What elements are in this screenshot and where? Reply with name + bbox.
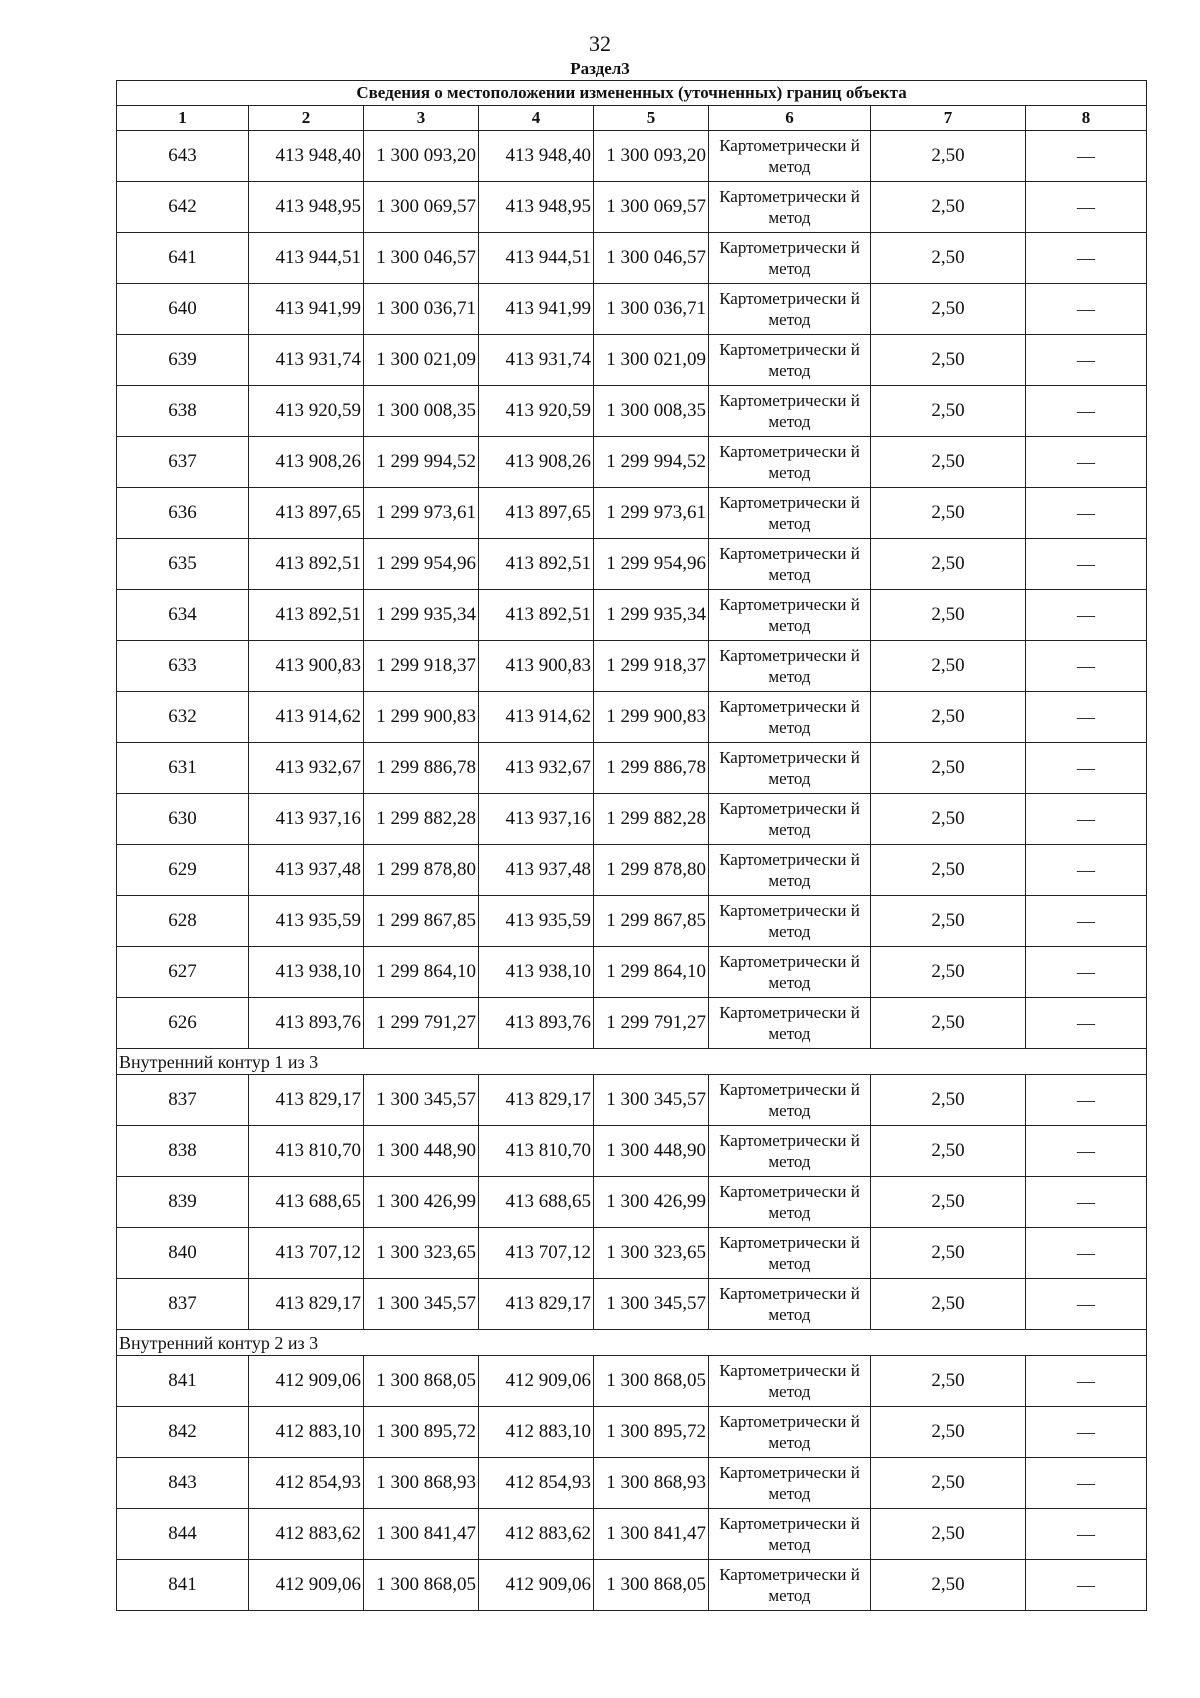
table-cell-col-8: —	[1026, 794, 1147, 845]
table-cell-col-5: 1 299 935,34	[594, 590, 709, 641]
table-row	[117, 590, 1147, 641]
table-cell-col-2: 413 935,59	[249, 896, 364, 947]
table-cell-col-8: —	[1026, 1279, 1147, 1330]
table-cell-col-4: 413 892,51	[479, 539, 594, 590]
table-row	[117, 335, 1147, 386]
table-row	[117, 539, 1147, 590]
table-cell-col-7: 2,50	[871, 1356, 1026, 1407]
table-cell-col-8: —	[1026, 1126, 1147, 1177]
table-cell-col-3: 1 299 864,10	[364, 947, 479, 998]
table-cell-col-6: Картометрически й метод	[709, 1509, 871, 1560]
table-cell-col-3: 1 300 345,57	[364, 1075, 479, 1126]
table-cell-col-7: 2,50	[871, 692, 1026, 743]
table-cell-col-3: 1 300 868,93	[364, 1458, 479, 1509]
table-cell-col-8: —	[1026, 488, 1147, 539]
table-cell-col-4: 413 707,12	[479, 1228, 594, 1279]
table-cell-col-8: —	[1026, 1356, 1147, 1407]
table-cell-col-7: 2,50	[871, 845, 1026, 896]
table-row	[117, 233, 1147, 284]
contour-label-row	[117, 1049, 1147, 1075]
table-cell-col-7: 2,50	[871, 437, 1026, 488]
table-cell-col-1: 631	[117, 743, 249, 794]
table-cell-col-3: 1 299 878,80	[364, 845, 479, 896]
table-cell-col-4: 413 914,62	[479, 692, 594, 743]
table-cell-col-1: 630	[117, 794, 249, 845]
table-cell-col-3: 1 300 036,71	[364, 284, 479, 335]
table-cell-col-6: Картометрически й метод	[709, 1075, 871, 1126]
table-cell-col-7: 2,50	[871, 590, 1026, 641]
table-cell-col-5: 1 299 878,80	[594, 845, 709, 896]
table-cell-col-6: Картометрически й метод	[709, 1177, 871, 1228]
table-cell-col-3: 1 299 867,85	[364, 896, 479, 947]
table-cell-col-1: 838	[117, 1126, 249, 1177]
table-cell-col-8: —	[1026, 1228, 1147, 1279]
column-number-7: 7	[871, 106, 1026, 131]
table-cell-col-2: 413 948,95	[249, 182, 364, 233]
table-cell-col-7: 2,50	[871, 539, 1026, 590]
table-cell-col-4: 413 937,48	[479, 845, 594, 896]
table-cell-col-7: 2,50	[871, 386, 1026, 437]
table-cell-col-5: 1 299 882,28	[594, 794, 709, 845]
column-number-3: 3	[364, 106, 479, 131]
page-number: 32	[589, 31, 611, 56]
table-cell-col-8: —	[1026, 590, 1147, 641]
table-row	[117, 1509, 1147, 1560]
table-cell-col-4: 413 892,51	[479, 590, 594, 641]
table-cell-col-2: 412 909,06	[249, 1356, 364, 1407]
table-cell-col-8: —	[1026, 896, 1147, 947]
table-cell-col-7: 2,50	[871, 1407, 1026, 1458]
table-cell-col-4: 413 893,76	[479, 998, 594, 1049]
table-row	[117, 1356, 1147, 1407]
table-row	[117, 1075, 1147, 1126]
table-cell-col-2: 413 829,17	[249, 1279, 364, 1330]
table-cell-col-5: 1 300 345,57	[594, 1279, 709, 1330]
table-cell-col-3: 1 300 093,20	[364, 131, 479, 182]
table-cell-col-6: Картометрически й метод	[709, 1279, 871, 1330]
table-cell-col-7: 2,50	[871, 1126, 1026, 1177]
table-cell-col-6: Картометрически й метод	[709, 182, 871, 233]
table-cell-col-6: Картометрически й метод	[709, 590, 871, 641]
table-cell-col-3: 1 300 021,09	[364, 335, 479, 386]
table-cell-col-3: 1 300 868,05	[364, 1356, 479, 1407]
table-cell-col-6: Картометрически й метод	[709, 386, 871, 437]
table-body	[117, 131, 1147, 1611]
section-title: Раздел3	[570, 59, 630, 78]
table-cell-col-3: 1 299 935,34	[364, 590, 479, 641]
table-row	[117, 641, 1147, 692]
table-cell-col-1: 842	[117, 1407, 249, 1458]
table-row	[117, 1228, 1147, 1279]
table-cell-col-6: Картометрически й метод	[709, 947, 871, 998]
contour-label: Внутренний контур 2 из 3	[117, 1330, 1147, 1356]
table-cell-col-6: Картометрически й метод	[709, 641, 871, 692]
table-cell-col-3: 1 299 791,27	[364, 998, 479, 1049]
table-cell-col-6: Картометрически й метод	[709, 335, 871, 386]
table-cell-col-7: 2,50	[871, 1509, 1026, 1560]
table-cell-col-4: 413 829,17	[479, 1279, 594, 1330]
table-row	[117, 131, 1147, 182]
column-number-6: 6	[709, 106, 871, 131]
table-cell-col-1: 642	[117, 182, 249, 233]
table-cell-col-8: —	[1026, 845, 1147, 896]
table-cell-col-3: 1 300 426,99	[364, 1177, 479, 1228]
table-cell-col-6: Картометрически й метод	[709, 284, 871, 335]
table-cell-col-4: 413 920,59	[479, 386, 594, 437]
table-cell-col-1: 643	[117, 131, 249, 182]
table-cell-col-4: 413 688,65	[479, 1177, 594, 1228]
table-cell-col-2: 413 893,76	[249, 998, 364, 1049]
table-cell-col-1: 844	[117, 1509, 249, 1560]
table-cell-col-4: 413 948,95	[479, 182, 594, 233]
table-cell-col-2: 413 948,40	[249, 131, 364, 182]
table-cell-col-6: Картометрически й метод	[709, 845, 871, 896]
table-cell-col-3: 1 299 994,52	[364, 437, 479, 488]
table-cell-col-2: 412 854,93	[249, 1458, 364, 1509]
table-cell-col-6: Картометрически й метод	[709, 1228, 871, 1279]
table-cell-col-6: Картометрически й метод	[709, 1126, 871, 1177]
column-number-2: 2	[249, 106, 364, 131]
table-cell-col-8: —	[1026, 641, 1147, 692]
table-row	[117, 488, 1147, 539]
table-cell-col-5: 1 299 867,85	[594, 896, 709, 947]
table-cell-col-6: Картометрически й метод	[709, 131, 871, 182]
table-cell-col-1: 841	[117, 1560, 249, 1611]
table-cell-col-7: 2,50	[871, 284, 1026, 335]
table-cell-col-2: 413 937,16	[249, 794, 364, 845]
table-cell-col-1: 641	[117, 233, 249, 284]
table-cell-col-5: 1 300 426,99	[594, 1177, 709, 1228]
table-cell-col-2: 413 920,59	[249, 386, 364, 437]
table-cell-col-6: Картометрически й метод	[709, 998, 871, 1049]
table-cell-col-7: 2,50	[871, 1177, 1026, 1228]
table-cell-col-8: —	[1026, 182, 1147, 233]
table-cell-col-1: 640	[117, 284, 249, 335]
table-cell-col-7: 2,50	[871, 743, 1026, 794]
table-cell-col-5: 1 299 791,27	[594, 998, 709, 1049]
table-cell-col-5: 1 300 841,47	[594, 1509, 709, 1560]
table-cell-col-8: —	[1026, 1458, 1147, 1509]
table-cell-col-1: 626	[117, 998, 249, 1049]
table-row	[117, 794, 1147, 845]
table-cell-col-2: 412 909,06	[249, 1560, 364, 1611]
table-cell-col-6: Картометрически й метод	[709, 437, 871, 488]
table-cell-col-6: Картометрически й метод	[709, 1356, 871, 1407]
table-cell-col-1: 841	[117, 1356, 249, 1407]
table-cell-col-3: 1 300 008,35	[364, 386, 479, 437]
table-cell-col-6: Картометрически й метод	[709, 743, 871, 794]
table-cell-col-7: 2,50	[871, 641, 1026, 692]
table-cell-col-5: 1 299 864,10	[594, 947, 709, 998]
table-cell-col-4: 413 937,16	[479, 794, 594, 845]
table-cell-col-3: 1 300 345,57	[364, 1279, 479, 1330]
table-cell-col-5: 1 300 868,93	[594, 1458, 709, 1509]
table-row	[117, 896, 1147, 947]
table-cell-col-4: 412 909,06	[479, 1356, 594, 1407]
table-cell-col-8: —	[1026, 1075, 1147, 1126]
table-row	[117, 1560, 1147, 1611]
table-cell-col-8: —	[1026, 284, 1147, 335]
table-cell-col-4: 413 829,17	[479, 1075, 594, 1126]
table-cell-col-4: 412 883,10	[479, 1407, 594, 1458]
column-number-1: 1	[117, 106, 249, 131]
table-cell-col-4: 413 810,70	[479, 1126, 594, 1177]
table-cell-col-3: 1 300 069,57	[364, 182, 479, 233]
table-row	[117, 692, 1147, 743]
table-cell-col-8: —	[1026, 386, 1147, 437]
table-row	[117, 284, 1147, 335]
table-cell-col-8: —	[1026, 743, 1147, 794]
table-row	[117, 1407, 1147, 1458]
table-cell-col-2: 413 900,83	[249, 641, 364, 692]
table-cell-col-5: 1 300 036,71	[594, 284, 709, 335]
table-row	[117, 1279, 1147, 1330]
table-cell-col-4: 413 900,83	[479, 641, 594, 692]
table-cell-col-5: 1 300 008,35	[594, 386, 709, 437]
contour-label: Внутренний контур 1 из 3	[117, 1049, 1147, 1075]
table-cell-col-3: 1 299 886,78	[364, 743, 479, 794]
table-cell-col-2: 413 908,26	[249, 437, 364, 488]
table-cell-col-7: 2,50	[871, 131, 1026, 182]
table-cell-col-2: 413 914,62	[249, 692, 364, 743]
table-cell-col-4: 412 909,06	[479, 1560, 594, 1611]
table-cell-col-4: 413 908,26	[479, 437, 594, 488]
table-cell-col-3: 1 299 900,83	[364, 692, 479, 743]
table-cell-col-4: 413 931,74	[479, 335, 594, 386]
table-cell-col-1: 840	[117, 1228, 249, 1279]
table-cell-col-5: 1 299 900,83	[594, 692, 709, 743]
table-cell-col-5: 1 300 069,57	[594, 182, 709, 233]
table-cell-col-3: 1 299 882,28	[364, 794, 479, 845]
table-cell-col-7: 2,50	[871, 335, 1026, 386]
table-cell-col-6: Картометрически й метод	[709, 896, 871, 947]
table-cell-col-4: 413 941,99	[479, 284, 594, 335]
table-cell-col-8: —	[1026, 233, 1147, 284]
table-cell-col-4: 412 883,62	[479, 1509, 594, 1560]
table-row	[117, 182, 1147, 233]
table-cell-col-1: 837	[117, 1075, 249, 1126]
table-cell-col-2: 413 707,12	[249, 1228, 364, 1279]
table-cell-col-8: —	[1026, 1560, 1147, 1611]
table-cell-col-1: 633	[117, 641, 249, 692]
table-cell-col-8: —	[1026, 692, 1147, 743]
table-cell-col-1: 637	[117, 437, 249, 488]
table-cell-col-2: 412 883,62	[249, 1509, 364, 1560]
table-row	[117, 998, 1147, 1049]
table-cell-col-1: 629	[117, 845, 249, 896]
table-cell-col-5: 1 300 448,90	[594, 1126, 709, 1177]
table-cell-col-5: 1 299 918,37	[594, 641, 709, 692]
table-cell-col-4: 413 944,51	[479, 233, 594, 284]
column-number-4: 4	[479, 106, 594, 131]
table-cell-col-4: 413 948,40	[479, 131, 594, 182]
contour-label-row	[117, 1330, 1147, 1356]
table-cell-col-7: 2,50	[871, 1075, 1026, 1126]
table-row	[117, 1126, 1147, 1177]
table-cell-col-3: 1 300 323,65	[364, 1228, 479, 1279]
table-cell-col-8: —	[1026, 1177, 1147, 1228]
table-cell-col-7: 2,50	[871, 998, 1026, 1049]
table-cell-col-2: 413 937,48	[249, 845, 364, 896]
table-cell-col-6: Картометрически й метод	[709, 539, 871, 590]
table-cell-col-2: 413 810,70	[249, 1126, 364, 1177]
table-row	[117, 1458, 1147, 1509]
table-cell-col-2: 413 829,17	[249, 1075, 364, 1126]
table-cell-col-7: 2,50	[871, 794, 1026, 845]
table-cell-col-2: 413 932,67	[249, 743, 364, 794]
table-cell-col-6: Картометрически й метод	[709, 1458, 871, 1509]
table-cell-col-1: 638	[117, 386, 249, 437]
table-cell-col-1: 639	[117, 335, 249, 386]
table-cell-col-8: —	[1026, 335, 1147, 386]
table-cell-col-1: 837	[117, 1279, 249, 1330]
table-cell-col-7: 2,50	[871, 182, 1026, 233]
table-cell-col-3: 1 300 046,57	[364, 233, 479, 284]
table-title: Сведения о местоположении измененных (уточненных) границ объекта	[117, 81, 1147, 106]
table-cell-col-7: 2,50	[871, 488, 1026, 539]
table-cell-col-5: 1 300 046,57	[594, 233, 709, 284]
table-cell-col-8: —	[1026, 998, 1147, 1049]
table-cell-col-3: 1 300 841,47	[364, 1509, 479, 1560]
table-cell-col-5: 1 299 973,61	[594, 488, 709, 539]
table-cell-col-1: 636	[117, 488, 249, 539]
table-cell-col-6: Картометрически й метод	[709, 1560, 871, 1611]
table-cell-col-1: 632	[117, 692, 249, 743]
table-cell-col-2: 413 944,51	[249, 233, 364, 284]
column-number-8: 8	[1026, 106, 1147, 131]
boundary-coordinates-table	[116, 80, 1147, 1611]
table-cell-col-2: 413 688,65	[249, 1177, 364, 1228]
table-row	[117, 386, 1147, 437]
table-cell-col-4: 413 897,65	[479, 488, 594, 539]
table-cell-col-5: 1 300 868,05	[594, 1560, 709, 1611]
table-cell-col-2: 413 938,10	[249, 947, 364, 998]
table-row	[117, 743, 1147, 794]
table-cell-col-3: 1 300 448,90	[364, 1126, 479, 1177]
table-row	[117, 437, 1147, 488]
table-cell-col-7: 2,50	[871, 1560, 1026, 1611]
table-cell-col-4: 412 854,93	[479, 1458, 594, 1509]
table-row	[117, 1177, 1147, 1228]
table-cell-col-1: 839	[117, 1177, 249, 1228]
table-row	[117, 845, 1147, 896]
table-cell-col-3: 1 299 973,61	[364, 488, 479, 539]
table-cell-col-2: 413 892,51	[249, 539, 364, 590]
table-cell-col-2: 413 941,99	[249, 284, 364, 335]
table-row	[117, 947, 1147, 998]
table-cell-col-7: 2,50	[871, 233, 1026, 284]
table-cell-col-8: —	[1026, 437, 1147, 488]
table-cell-col-7: 2,50	[871, 1228, 1026, 1279]
column-number-5: 5	[594, 106, 709, 131]
table-cell-col-1: 628	[117, 896, 249, 947]
table-cell-col-5: 1 300 895,72	[594, 1407, 709, 1458]
table-cell-col-6: Картометрически й метод	[709, 1407, 871, 1458]
table-cell-col-5: 1 300 021,09	[594, 335, 709, 386]
table-cell-col-7: 2,50	[871, 1458, 1026, 1509]
table-cell-col-3: 1 299 954,96	[364, 539, 479, 590]
table-cell-col-6: Картометрически й метод	[709, 233, 871, 284]
table-cell-col-5: 1 299 886,78	[594, 743, 709, 794]
table-cell-col-8: —	[1026, 131, 1147, 182]
table-cell-col-2: 413 931,74	[249, 335, 364, 386]
table-cell-col-4: 413 935,59	[479, 896, 594, 947]
table-cell-col-8: —	[1026, 1407, 1147, 1458]
table-cell-col-7: 2,50	[871, 1279, 1026, 1330]
column-number-row	[117, 106, 1147, 131]
table-cell-col-3: 1 299 918,37	[364, 641, 479, 692]
table-cell-col-5: 1 300 868,05	[594, 1356, 709, 1407]
table-cell-col-5: 1 299 954,96	[594, 539, 709, 590]
table-cell-col-5: 1 299 994,52	[594, 437, 709, 488]
table-cell-col-4: 413 932,67	[479, 743, 594, 794]
table-cell-col-7: 2,50	[871, 947, 1026, 998]
table-cell-col-6: Картометрически й метод	[709, 794, 871, 845]
table-cell-col-5: 1 300 093,20	[594, 131, 709, 182]
table-cell-col-2: 413 897,65	[249, 488, 364, 539]
table-cell-col-5: 1 300 345,57	[594, 1075, 709, 1126]
table-cell-col-1: 627	[117, 947, 249, 998]
table-cell-col-6: Картометрически й метод	[709, 488, 871, 539]
table-cell-col-2: 412 883,10	[249, 1407, 364, 1458]
table-cell-col-3: 1 300 868,05	[364, 1560, 479, 1611]
table-cell-col-3: 1 300 895,72	[364, 1407, 479, 1458]
table-cell-col-8: —	[1026, 947, 1147, 998]
table-cell-col-1: 843	[117, 1458, 249, 1509]
table-cell-col-1: 634	[117, 590, 249, 641]
table-cell-col-5: 1 300 323,65	[594, 1228, 709, 1279]
table-cell-col-8: —	[1026, 539, 1147, 590]
table-cell-col-2: 413 892,51	[249, 590, 364, 641]
table-cell-col-1: 635	[117, 539, 249, 590]
table-cell-col-4: 413 938,10	[479, 947, 594, 998]
table-cell-col-7: 2,50	[871, 896, 1026, 947]
table-cell-col-6: Картометрически й метод	[709, 692, 871, 743]
table-cell-col-8: —	[1026, 1509, 1147, 1560]
